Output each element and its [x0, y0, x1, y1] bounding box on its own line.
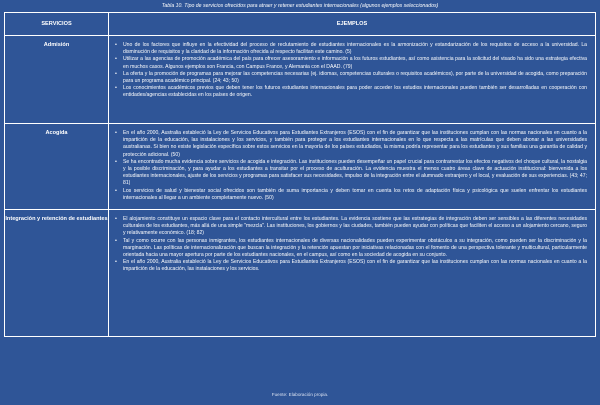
table-caption: Tabla 10. Tipo de servicios ofrecidos para atraer y retener estudiantes internacionales (algunos ejemplos seleccionados)	[161, 3, 439, 9]
service-name: Acogida	[5, 124, 109, 210]
table-row	[5, 36, 596, 124]
examples-cell	[109, 36, 596, 124]
services-table	[4, 12, 596, 337]
examples-list	[109, 210, 595, 278]
example-item: • Los conocimientos académicos previos que deben tener los futuros estudiantes internacionales para poder acceder los estudios internacionales pueden también ser desarrolladas en cooperación con entidades/agencias establecidas en los países de origen.	[123, 85, 587, 99]
table-row	[5, 124, 596, 210]
service-name: Admisión	[5, 36, 109, 124]
header-ejemplos: EJEMPLOS	[109, 13, 596, 36]
table-row	[5, 210, 596, 337]
examples-list	[109, 36, 595, 104]
source-note: Fuente: Elaboración propia.	[271, 392, 329, 397]
example-item: • Se ha encontrado mucha evidencia sobre servicios de acogida e integración. Las instituciones pueden desempeñar un papel crucial para contrarrestar los efectos negativos del choque cultural, la nostalgia y la posible discriminación, y para ayudar a los estudiantes a transitar por el proceso de aculturación. La evidencia muestra el menos cuatro áreas clave de actuación institucional: bienvenida a los estudiantes internacionales, ajuste de los servicios y programas para satisfacer sus necesidades, impulso de la integración entre el alumnado extranjero y el local, y evaluación de sus experiencias. (43; 47; 81)	[123, 159, 587, 188]
examples-cell	[109, 210, 596, 337]
example-item: • En el año 2000, Australia estableció la Ley de Servicios Educativos para Estudiantes Extranjeros (ESOS) con el fin de garantizar que las instituciones cumplan con las normas nacionales en cuanto a la impartición de la educación, las instalaciones y los servicios, y también para proteger a los estudiantes internacionales en lo que respecta a las matrículas que deben abonar a las universidades australianas. Si bien no existe legislación específica sobre estos servicios en la mayoría de los países estudiados, la misma podría representar para los estudiantes y sus familias una garantía de calidad y protección adicional. (50)	[123, 130, 587, 159]
example-item: • Tal y como ocurre con las personas inmigrantes, los estudiantes internacionales de diversas nacionalidades pueden experimentar obstáculos a su integración, como pueden ser la discriminación y la marginación. Las políticas de internacionalización que buscan la integración y la retención apuestan por iniciativas relacionadas con el fomento de una perspectiva tolerante y multicultural, particularmente orientada hacia una mayor apertura por parte de los estudiantes nacionales, en el campus, así como en la sociedad de acogida en su conjunto.	[123, 238, 587, 260]
example-item: • Uno de los factores que influye en la efectividad del proceso de reclutamiento de estudiantes internacionales es la armonización y estandarización de los requisitos de acceso a la universidad. La disminución de requisitos y la claridad de la información ofrecida al respecto facilitan este camino. (5)	[123, 42, 587, 56]
example-item: • El alojamiento constituye un espacio clave para el contacto intercultural entre los estudiantes. La evidencia sostiene que las estrategias de integración deben ser sensibles a las diferentes necesidades culturales de los estudiantes, más allá de una simple "mezcla". Las instituciones, los gobiernos y las ciudades, también pueden ayudar con políticas que faciliten el acceso a un alojamiento cercano, seguro y relativamente económico. (18; 82)	[123, 216, 587, 238]
example-item: • La oferta y la promoción de programas para mejorar las competencias necesarias (ej. idiomas, competencias culturales o requisitos académicos), por parte de la universidad de acogida, como preparación para un programa académico principal. (24; 43; 50)	[123, 71, 587, 85]
examples-list	[109, 124, 595, 206]
service-name: Integración y retención de estudiantes	[5, 210, 109, 337]
example-item: • Los servicios de salud y bienestar social ofrecidos son también de suma importancia y deben tomar en cuenta los retos de adaptación física y psicológica que suelen enfrentar los estudiantes internacionales al llegar a un ambiente completamente nuevo. (50)	[123, 188, 587, 202]
example-item: • En el año 2000, Australia estableció la Ley de Servicios Educativos para Estudiantes Extranjeros (ESOS) con el fin de garantizar que las instituciones cumplan con las normas nacionales en cuanto a la impartición de la educación, las instalaciones y los servicios.	[123, 259, 587, 273]
header-servicios: SERVICIOS	[5, 13, 109, 36]
table-header-row	[5, 13, 596, 36]
example-item: • Utilizar a las agencias de promoción académica del país para ofrecer asesoramiento e información a los futuros estudiantes, así como asistencia para la solicitud del visado ha sido una estrategia efectiva en muchos casos. Algunos ejemplos son Francia, con Campus France, y Alemania con el DAAD. (79)	[123, 56, 587, 70]
examples-cell	[109, 124, 596, 210]
